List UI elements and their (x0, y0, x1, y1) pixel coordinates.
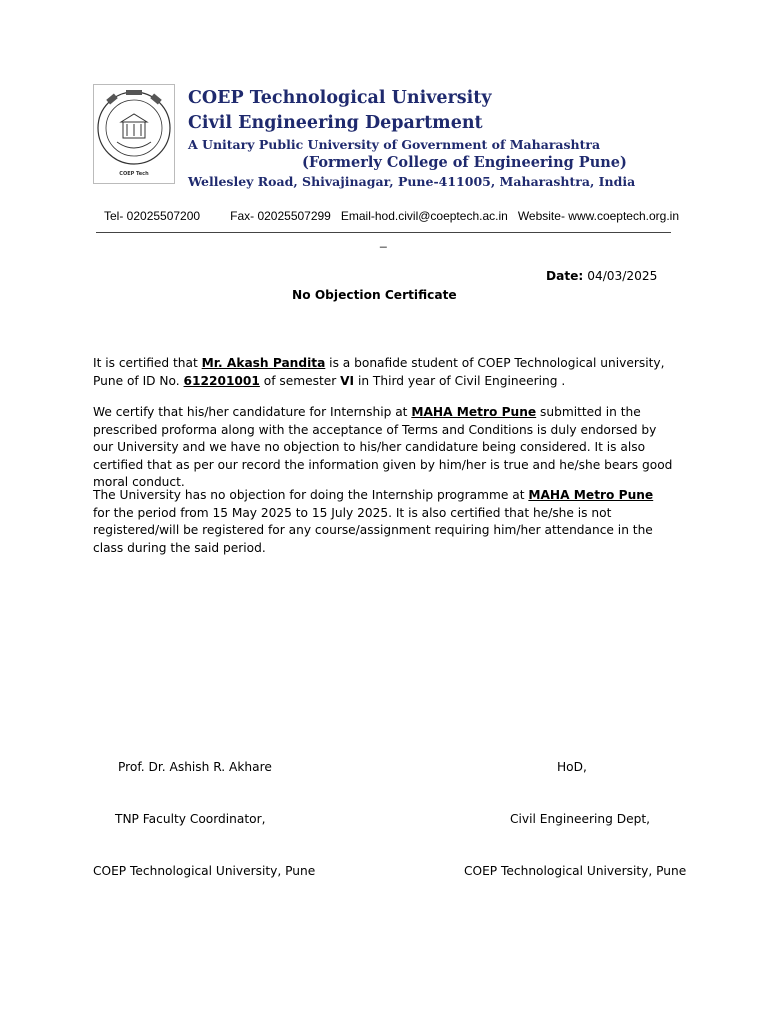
paragraph-internship-period (93, 487, 673, 557)
date-value: 04/03/2025 (587, 269, 658, 283)
paragraph-student (93, 355, 673, 390)
formerly-line: (Formerly College of Engineering Pune) (302, 154, 627, 171)
text: The University has no objection for doing the Internship programme at (93, 488, 529, 502)
fax: Fax- 02025507299 (230, 209, 331, 223)
header-rule (96, 232, 671, 233)
signatory-left-org: COEP Technological University, Pune (93, 864, 316, 878)
signatory-right-org: COEP Technological University, Pune (464, 864, 687, 878)
signatory-right-name: HoD, (557, 760, 587, 774)
organization-name: MAHA Metro Pune (411, 405, 537, 419)
text: submitted in the prescribed proforma along with the acceptance of Terms and Conditions is duly endorsed by our University and we have no objection to his/her candidature being considered. It is also certified that as per our record the information given by him/her is true and he/she bears good moral conduct. (93, 405, 673, 489)
organization-name: MAHA Metro Pune (528, 488, 654, 502)
contact-line (104, 209, 679, 223)
university-seal-icon (93, 84, 175, 184)
text: for the period from 15 May 2025 to 15 July 2025. It is also certified that he/she is not registered/will be registered for any course/assignment requiring him/her attendance in the class during the said period. (93, 505, 653, 555)
certificate-title: No Objection Certificate (292, 288, 457, 302)
department-name: Civil Engineering Department (188, 113, 483, 133)
student-id: 612201001 (183, 373, 260, 388)
paragraph-candidature (93, 404, 673, 492)
semester: VI (340, 373, 355, 388)
signatory-left-role: TNP Faculty Coordinator, (115, 812, 266, 826)
date-label: Date: (546, 269, 584, 283)
date-line (546, 268, 657, 286)
university-name: COEP Technological University (188, 88, 492, 108)
text: is a bonafide student of COEP Technological university, Pune of ID No. (93, 356, 665, 388)
text: of semester (259, 373, 341, 388)
website: Website- www.coeptech.org.in (517, 209, 679, 223)
address-line: Wellesley Road, Shivajinagar, Pune-411005, Maharashtra, India (188, 174, 636, 189)
student-name: Mr. Akash Pandita (201, 356, 326, 370)
telephone: Tel- 02025507200 (104, 209, 201, 223)
signatory-right-role: Civil Engineering Dept, (510, 812, 651, 826)
header-rule-tail: _ (380, 234, 387, 248)
seal-caption: COEP Tech (119, 171, 149, 177)
text: We certify that his/her candidature for Internship at (93, 405, 412, 419)
email: Email-hod.civil@coeptech.ac.in (340, 209, 508, 223)
text: in Third year of Civil Engineering . (354, 373, 566, 388)
signatory-left-name: Prof. Dr. Ashish R. Akhare (118, 760, 272, 774)
university-logo (93, 84, 175, 184)
text: It is certified that (93, 356, 202, 370)
unitary-line: A Unitary Public University of Government of Maharashtra (188, 137, 601, 152)
